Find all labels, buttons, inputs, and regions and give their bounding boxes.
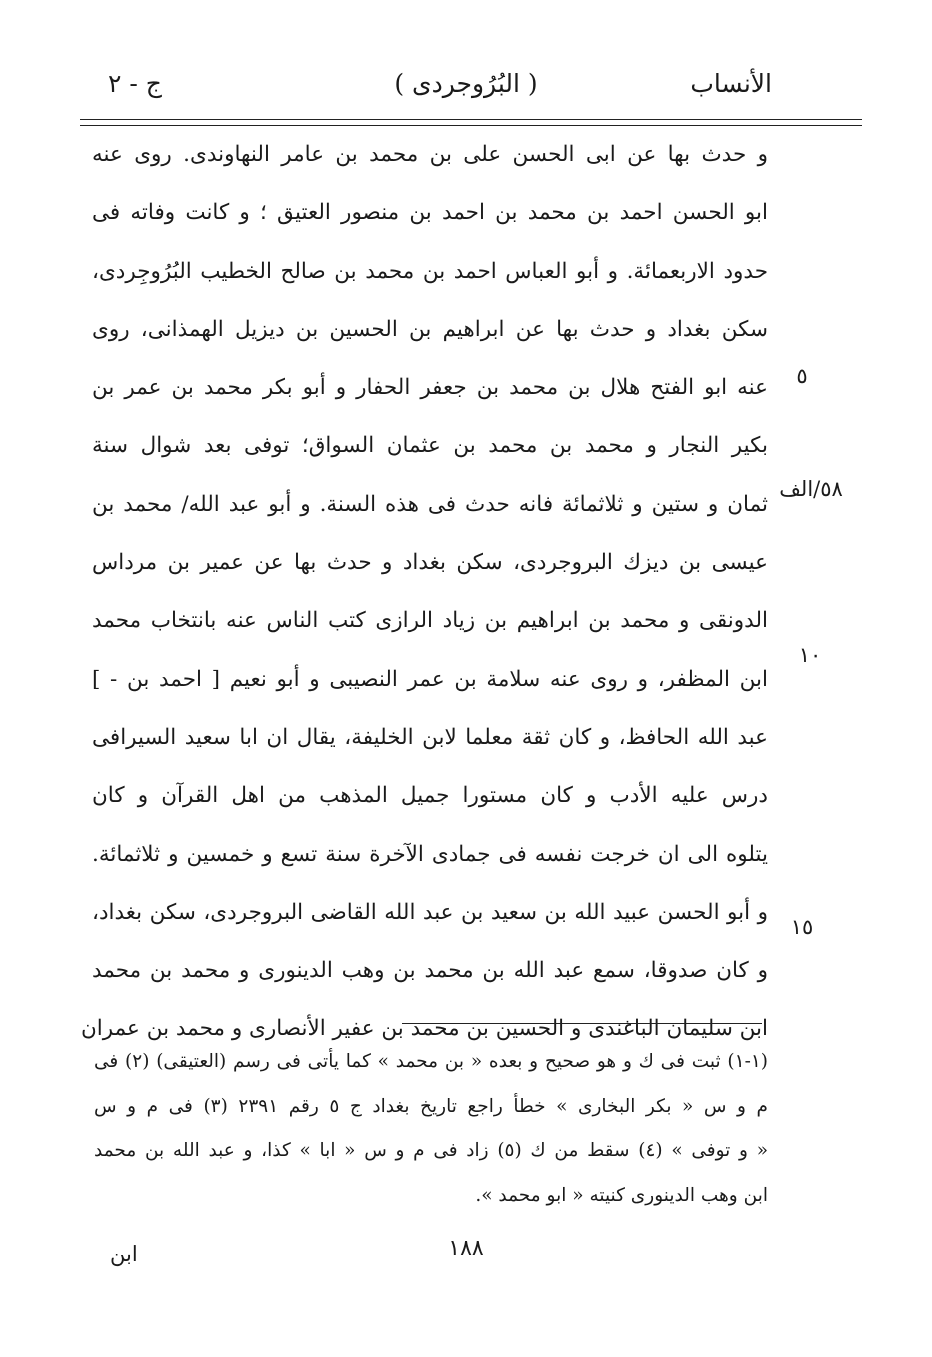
text-line: درس علیه الأدب و کان مستورا جمیل المذهب من اهل القرآن و کان (92, 783, 768, 809)
text-line: و حدث بها عن ابی الحسن علی بن محمد بن عامر النهاوندی. روی عنه (92, 142, 768, 167)
text-line: سکن بغداد و حدث بها عن ابراهیم بن الحسین بن دیزیل الهمذانی، روی (92, 316, 768, 342)
text-line: ابو الحسن احمد بن محمد بن احمد بن منصور العتیق ؛ و کانت وفاته فی (92, 200, 768, 226)
text-line: الدونقی و محمد بن ابراهیم بن زیاد الرازی کتب الناس عنه بانتخاب محمد (92, 608, 768, 634)
page-number: ١٨٨ (448, 1236, 484, 1261)
footnote-line: « و توفی » (٤) سقط من ك (٥) زاد فی م و س « ابا » کذا، و عبد الله بن محمد (94, 1140, 769, 1161)
folio-marker: ٥٨/الف (779, 477, 843, 501)
text-line: عنه ابو الفتح هلال بن محمد بن جعفر الحفار و أبو بکر محمد بن عمر بن (92, 375, 768, 401)
header-rule-top (80, 119, 862, 120)
text-line: حدود الاربعمائة. و أبو العباس احمد بن محمد بن صالح الخطیب البُرُوجِردی، (92, 258, 768, 284)
text-line: و أبو الحسن عبید الله بن سعید بن عبد الله القاضی البروجردی، سکن بغداد، (92, 899, 768, 925)
line-number-15: ١٥ (790, 915, 814, 939)
entry-heading: ( البُرُوجردی ) (394, 69, 538, 98)
footnote-line: (١-١) ثبت فی ك و هو صحیح و بعده « بن محمد » کما یأتی فی رسم (العتیقی) (٢) فی (94, 1051, 768, 1072)
volume-label: ج - ٢ (108, 69, 162, 98)
text-line: ثمان و ستین و ثلاثمائة فانه حدث فی هذه السنة. و أبو عبد الله/ محمد بن (92, 491, 768, 517)
text-line: بکیر النجار و محمد بن محمد بن عثمان السواق؛ توفی بعد شوال سنة (92, 433, 768, 459)
catchword: ابن (110, 1242, 138, 1266)
footnotes (94, 1040, 768, 1218)
footnote-separator (402, 1023, 762, 1024)
text-line: یتلوه الی ان خرجت نفسه فی جمادی الآخرة سنة تسع و خمسین و ثلاثمائة. (92, 841, 768, 867)
line-number-5: ٥ (796, 364, 808, 388)
text-line: و کان صدوقا، سمع عبد الله بن محمد بن وهب الدینوری و محمد بن محمد (92, 958, 768, 984)
main-text (80, 126, 768, 1059)
text-line: عیسی بن دیزك البروجردی، سکن بغداد و حدث بها عن عمیر بن مرداس (92, 550, 768, 576)
running-title: الأنساب (690, 69, 772, 98)
text-line: ابن المظفر، و روی عنه سلامة بن عمر النصیبی و أبو نعیم [ احمد بن - ] (92, 666, 768, 692)
footnote-line: م و س « بکر البخاری » خطأ راجع تاریخ بغداد ج ٥ رقم ٢٣٩١ (٣) فی م و س (94, 1095, 768, 1117)
text-line: ابن سلیمان الباغندی و الحسین بن محمد بن عفیر الأنصاری و محمد بن عمران (80, 1016, 768, 1042)
text-line: عبد الله الحافظ، و کان ثقة معلما لابن الخلیفة، یقال ان ابا سعید السیرافی (92, 724, 768, 750)
line-number-10: ١٠ (798, 643, 822, 667)
footnote-line: ابن وهب الدینوری کنیته « ابو محمد ». (475, 1184, 768, 1206)
